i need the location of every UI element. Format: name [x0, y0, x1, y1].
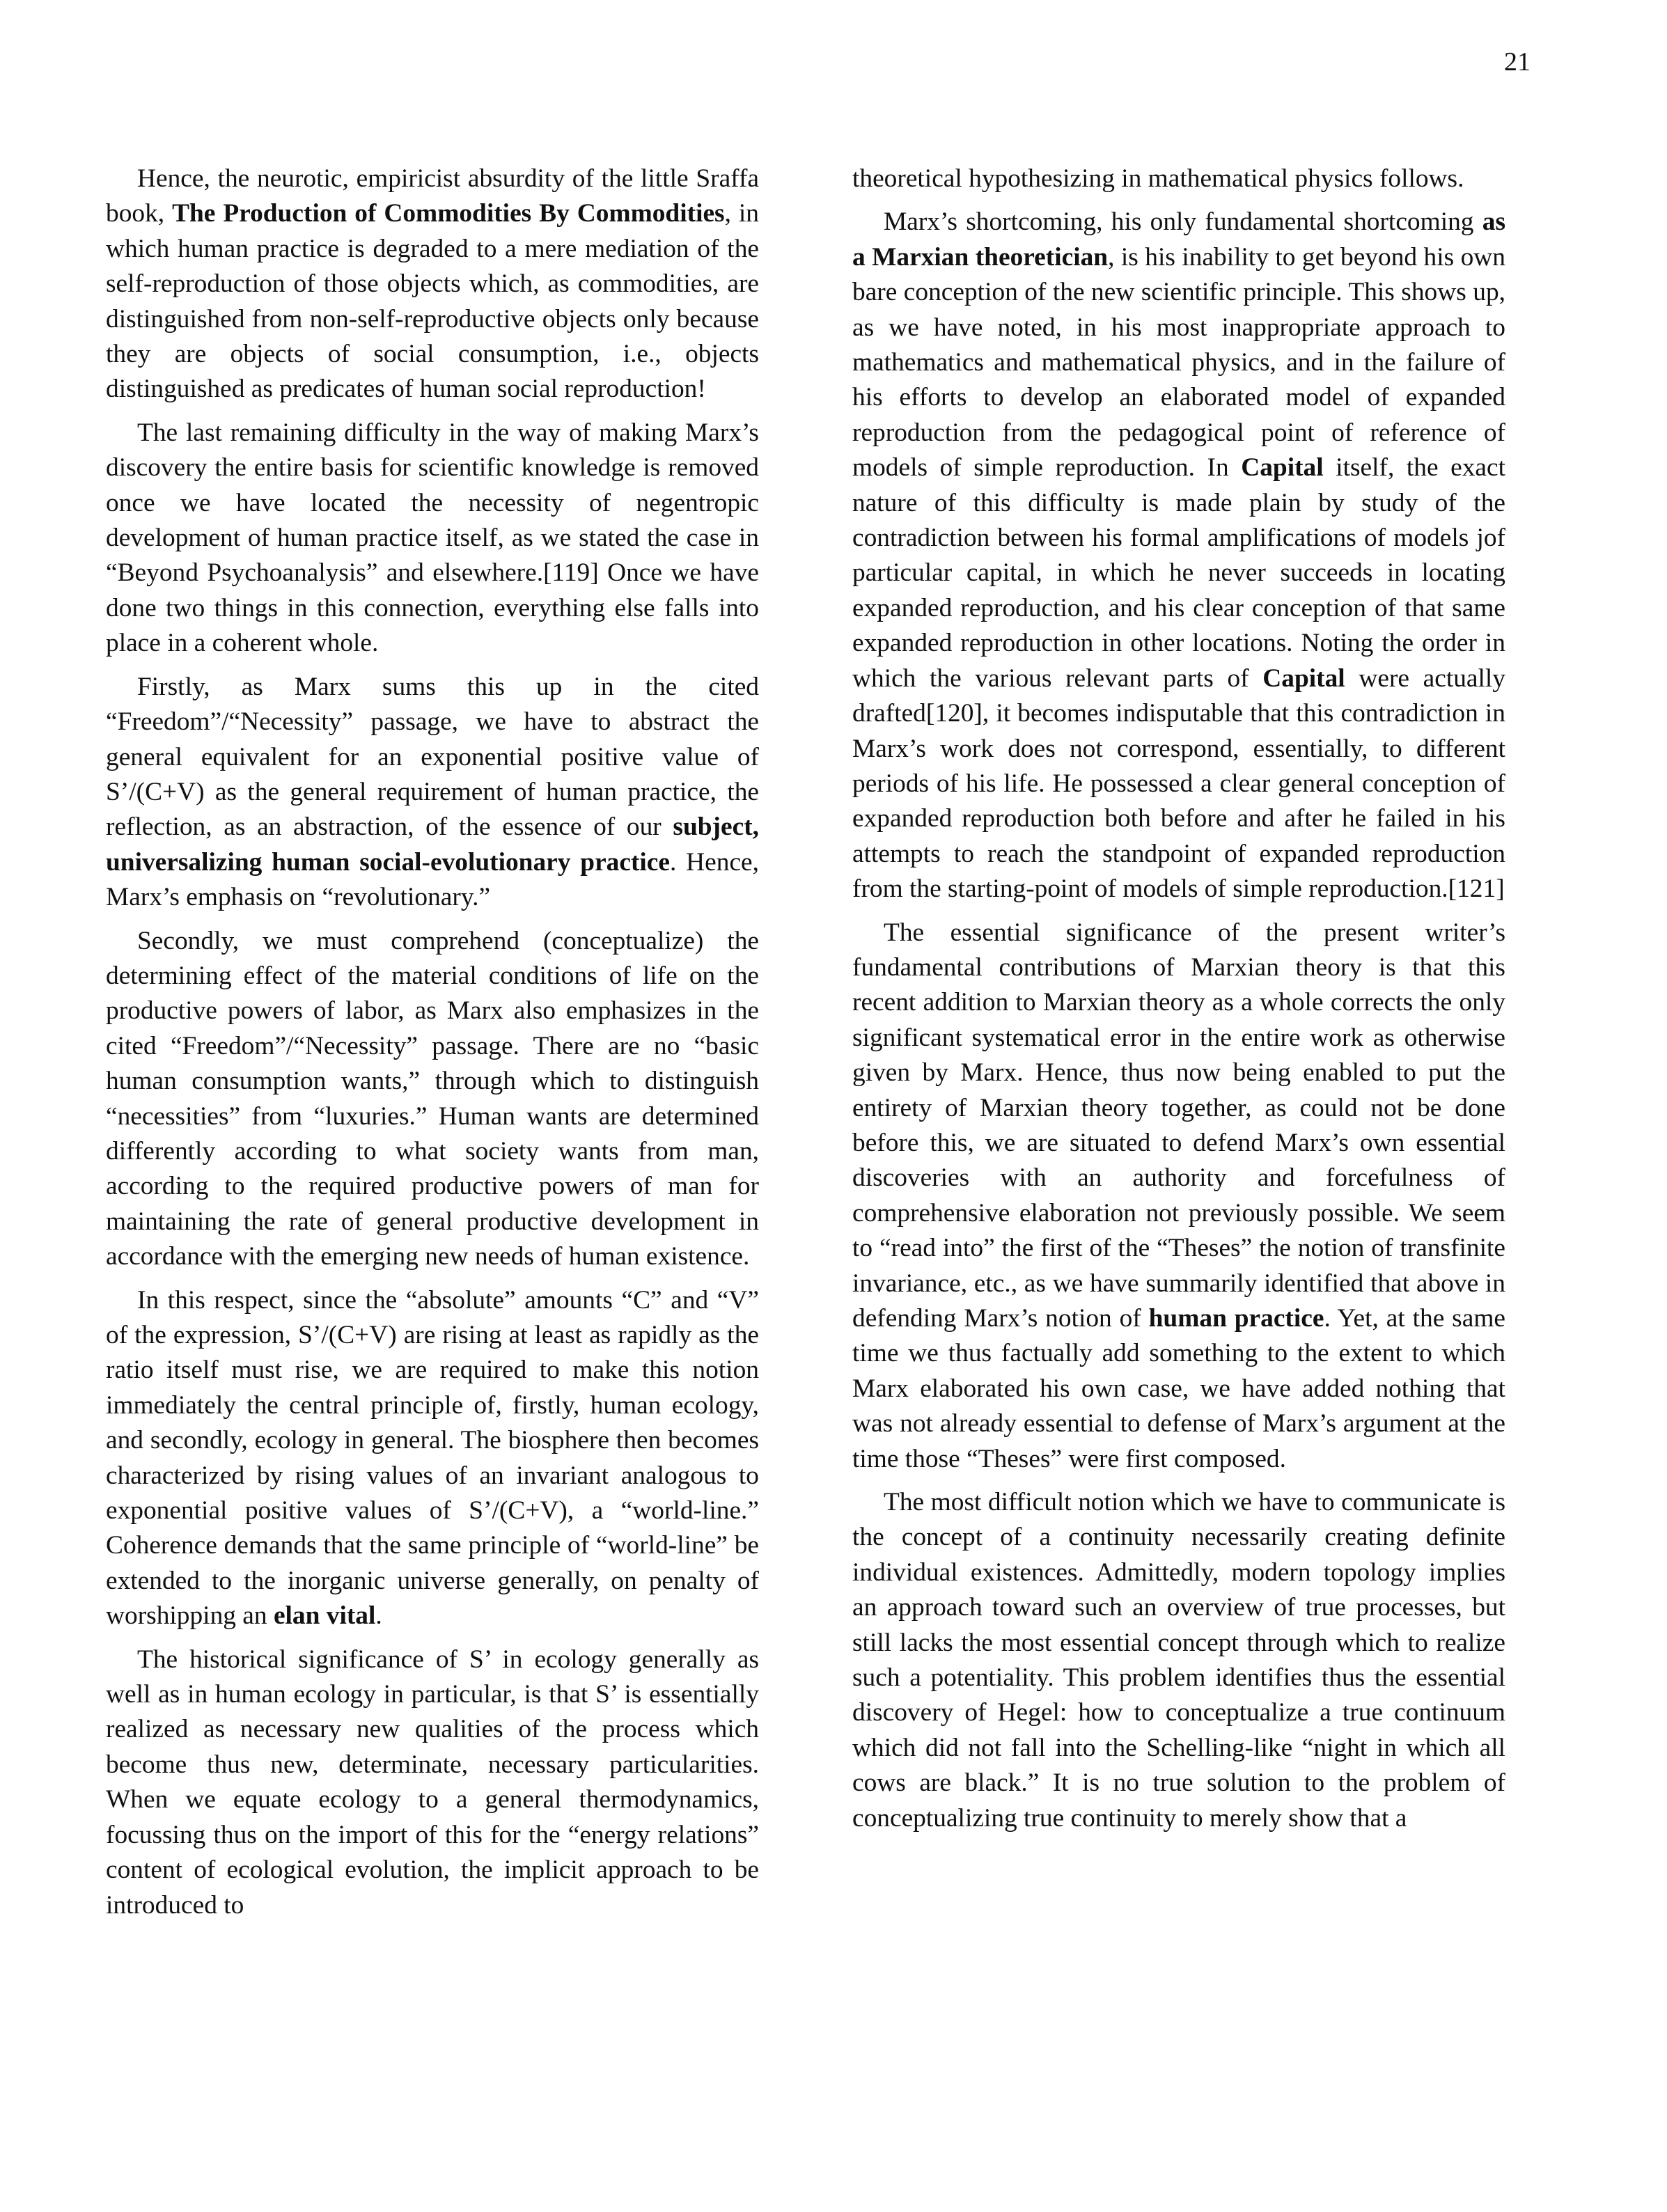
text-run: Marx’s shortcoming, his only fundamental shortcoming — [884, 207, 1482, 237]
bold-text: Capital — [1241, 453, 1324, 483]
text-run: , is his inability to get beyond his own bare conception of the new scientific principle. This shows up, as we have noted, in his most inappropriate approach to mathematics and mathematical physics, and in the failure of his efforts to develop an elaborated model of expanded reproduction from the pedagogical point of reference of models of simple reproduction. In — [852, 242, 1505, 483]
bold-text: elan vital — [273, 1601, 376, 1631]
text-run: . — [375, 1601, 382, 1631]
page-number: 21 — [1504, 47, 1531, 77]
text-run: The essential significance of the present writer’s fundamental contributions of Marxian theory is that this recent addition to Marxian theory as a whole corrects the only significant systematical error in the entire work as otherwise given by Marx. Hence, thus now being enabled to put the entirety of Marxian theory together, as could not be done before this, we are situated to defend Marx’s own essential discoveries with an authority and forcefulness of comprehensive elaboration not previously possible. We seem to “read into” the first of the “Theses” the notion of transfinite invariance, etc., as we have summarily identified that above in defending Marx’s notion of — [852, 918, 1505, 1333]
right-column — [852, 162, 1505, 1844]
paragraph — [106, 1642, 759, 1923]
bold-text: subject, universalizing human social-evolutionary practice — [106, 813, 759, 877]
paragraph — [106, 670, 759, 916]
text-run: The last remaining difficulty in the way of making Marx’s discovery the entire basis for scientific knowledge is removed once we have located the necessity of negentropic development of human practice itself, as we stated the case in “Beyond Psychoanalysis” and elsewhere.[119] Once we have done two things in this connection, everything else falls into place in a coherent whole. — [106, 418, 759, 658]
paragraph — [106, 924, 759, 1275]
bold-text: as a Marxian theoretician — [852, 207, 1505, 272]
paragraph — [852, 205, 1505, 907]
text-run: Hence, the neurotic, empiricist absurdity of the little Sraffa book, — [106, 164, 759, 228]
text-run: , in which human practice is degraded to a mere mediation of the self-reproduction of those objects which, as commodities, are distinguished from non-self-reproductive objects only because they are objects of social consumption, i.e., objects distinguished as predicates of human social reproduction! — [106, 199, 759, 404]
text-run: theoretical hypothesizing in mathematical physics follows. — [852, 164, 1464, 193]
text-run: were actually drafted[120], it becomes indisputable that this contradiction in Marx’s work does not correspond, essentially, to different periods of his life. He possessed a clear general conception of expanded reproduction both before and after he failed in his attempts to reach the standpoint of expanded reproduction from the starting-point of models of simple reproduction.[121] — [852, 664, 1505, 904]
bold-text: human practice — [1148, 1304, 1324, 1333]
paragraph — [106, 416, 759, 661]
paragraph — [106, 162, 759, 407]
paragraph — [852, 916, 1505, 1477]
text-run: The historical significance of S’ in ecology generally as well as in human ecology in particular, is that S’ is essentially realized as necessary new qualities of the process which become thus new, determinate, necessary particularities. When we equate ecology to a general thermodynamics, focussing thus on the import of this for the “energy relations” content of ecological evolution, the implicit approach to be introduced to — [106, 1645, 759, 1920]
paragraph — [852, 162, 1505, 196]
bold-text: Capital — [1262, 664, 1345, 693]
paragraph — [106, 1283, 759, 1634]
text-run: Firstly, as Marx sums this up in the cited “Freedom”/“Necessity” passage, we have to abstract the general equivalent for an exponential positive value of S’/(C+V) as the general requirement of human practice, the reflection, as an abstraction, of the essence of our — [106, 672, 759, 842]
left-column — [106, 162, 759, 1931]
text-run: itself, the exact nature of this difficulty is made plain by study of the contradiction between his formal amplifications of models jof particular capital, in which he never succeeds in locating expanded reproduction, and his clear conception of that same expanded reproduction in other locations. Noting the order in which the various relevant parts of — [852, 453, 1505, 693]
text-run: . Yet, at the same time we thus factually add something to the extent to which Marx elaborated his own case, we have added nothing that was not already essential to defense of Marx’s argument at the time those “Theses” were first composed. — [852, 1304, 1506, 1473]
text-run: In this respect, since the “absolute” amounts “C” and “V” of the expression, S’/(C+V) are rising at least as rapidly as the ratio itself must rise, we are required to make this notion immediately the central principle of, firstly, human ecology, and secondly, ecology in general. The biosphere then becomes characterized by rising values of an invariant analogous to exponential positive values of S’/(C+V), a “world-line.” Coherence demands that the same principle of “world-line” be extended to the inorganic universe generally, on penalty of worshipping an — [106, 1285, 759, 1631]
text-run: The most difficult notion which we have to communicate is the concept of a continuity necessarily creating definite individual existences. Admittedly, modern topology implies an approach toward such an overview of true processes, but still lacks the most essential concept through which to realize such a potentiality. This problem identifies thus the essential discovery of Hegel: how to conceptualize a true continuum which did not fall into the Schelling-like “night in which all cows are black.” It is no true solution to the problem of conceptualizing true continuity to merely show that a — [852, 1488, 1505, 1833]
text-run: . Hence, Marx’s emphasis on “revolutionary.” — [106, 847, 759, 912]
text-run: Secondly, we must comprehend (conceptualize) the determining effect of the material conditions of life on the productive powers of labor, as Marx also emphasizes in the cited “Freedom”/“Necessity” passage. There are no “basic human consumption wants,” through which to distinguish “necessities” from “luxuries.” Human wants are determined differently according to what society wants from man, according to the required productive powers of man for maintaining the rate of general productive development in accordance with the emerging new needs of human existence. — [106, 926, 759, 1271]
paragraph — [852, 1485, 1505, 1836]
bold-text: The Production of Commodities By Commodities — [172, 199, 725, 228]
